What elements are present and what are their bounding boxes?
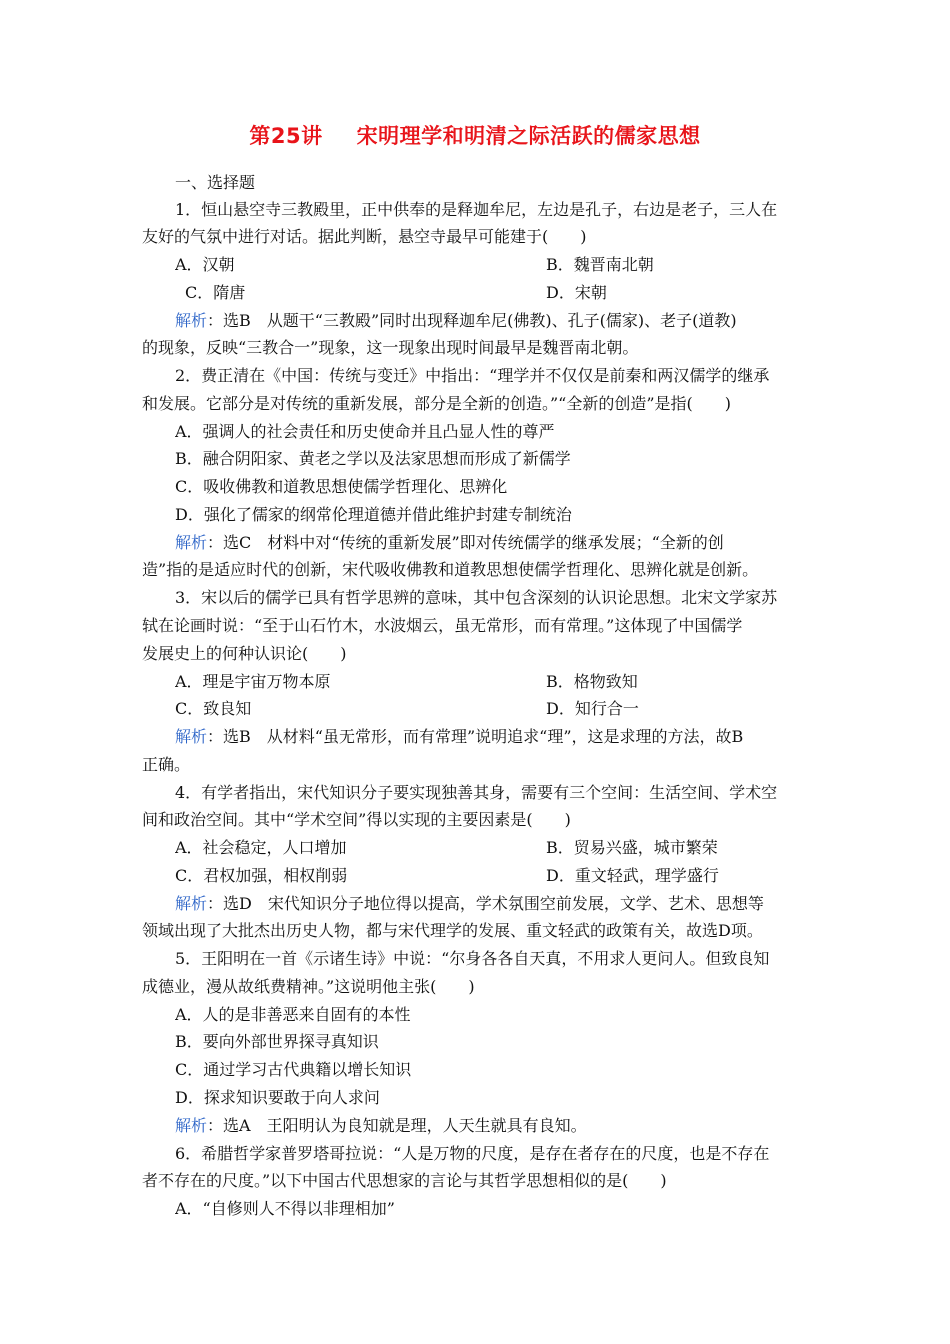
question-6-stem-line-1: 6．希腊哲学家普罗塔哥拉说：“人是万物的尺度，是存在者存在的尺度，也是不存在 [175,1144,770,1163]
analysis-label: 解析 [175,727,208,746]
question-3-option-c: C．致良知 [175,699,252,718]
lecture-number: 第25讲 [249,124,323,148]
question-1-option-d: D．宋朝 [546,283,607,302]
question-1-stem-line-2: 友好的气氛中进行对话。据此判断，悬空寺最早可能建于( ) [142,227,587,246]
question-5-stem-line-1: 5．王阳明在一首《示诸生诗》中说：“尔身各各自天真，不用求人更问人。但致良知 [175,949,770,968]
question-4-stem-line-1: 4．有学者指出，宋代知识分子要实现独善其身，需要有三个空间：生活空间、学术空 [175,783,778,802]
question-5-option-c: C．通过学习古代典籍以增长知识 [175,1060,412,1079]
question-2-option-d: D．强化了儒家的纲常伦理道德并借此维护封建专制统治 [175,505,572,524]
question-4-analysis-line-2: 领域出现了大批杰出历史人物，都与宋代理学的发展、重文轻武的政策有关，故选D项。 [142,921,763,940]
question-3-stem-line-1: 3．宋以后的儒学已具有哲学思辨的意味，其中包含深刻的认识论思想。北宋文学家苏 [175,588,778,607]
question-6-stem-line-2: 者不存在的尺度。”以下中国古代思想家的言论与其哲学思想相似的是( ) [142,1171,667,1190]
question-1-option-b: B．魏晋南北朝 [546,255,654,274]
question-5-analysis-line-1: 解析：选A 王阳明认为良知就是理，人天生就具有良知。 [175,1116,587,1135]
question-2-stem-line-1: 2．费正清在《中国：传统与变迁》中指出：“理学并不仅仅是前秦和两汉儒学的继承 [175,366,770,385]
lecture-topic: 宋明理学和明清之际活跃的儒家思想 [356,124,701,148]
question-4-option-c: C．君权加强，相权削弱 [175,866,348,885]
question-1-stem-line-1: 1．恒山悬空寺三教殿里，正中供奉的是释迦牟尼，左边是孔子，右边是老子，三人在 [175,200,778,219]
question-1-analysis-line-2: 的现象，反映“三教合一”现象，这一现象出现时间最早是魏晋南北朝。 [142,338,639,357]
question-4-stem-line-2: 间和政治空间。其中“学术空间”得以实现的主要因素是( ) [142,810,571,829]
question-4-option-d: D．重文轻武，理学盛行 [546,866,719,885]
question-3-analysis-line-1: 解析：选B 从材料“虽无常形，而有常理”说明追求“理”，这是求理的方法，故B [175,727,744,746]
question-1-option-c: C．隋唐 [185,283,246,302]
question-5-option-d: D．探求知识要敢于向人求问 [175,1088,380,1107]
question-5-option-a: A．人的是非善恶来自固有的本性 [175,1005,411,1024]
analysis-label: 解析 [175,894,208,913]
question-2-option-c: C．吸收佛教和道教思想使儒学哲理化、思辨化 [175,477,508,496]
page-title [0,120,950,150]
analysis-label: 解析 [175,1116,208,1135]
analysis-label: 解析 [175,311,208,330]
question-6-option-a: A．“自修则人不得以非理相加” [175,1199,395,1218]
question-2-analysis-line-2: 造”指的是适应时代的创新，宋代吸收佛教和道教思想使儒学哲理化、思辨化就是创新。 [142,560,759,579]
question-4-option-a: A．社会稳定，人口增加 [175,838,347,857]
question-5-option-b: B．要向外部世界探寻真知识 [175,1032,379,1051]
question-3-stem-line-2: 轼在论画时说：“至于山石竹木，水波烟云，虽无常形，而有常理。”这体现了中国儒学 [142,616,743,635]
analysis-label: 解析 [175,533,208,552]
question-2-analysis-line-1: 解析：选C 材料中对“传统的重新发展”即对传统儒学的继承发展；“全新的创 [175,533,724,552]
question-3-option-d: D．知行合一 [546,699,639,718]
question-4-analysis-line-1: 解析：选D 宋代知识分子地位得以提高，学术氛围空前发展，文学、艺术、思想等 [175,894,764,913]
question-2-option-b: B．融合阴阳家、黄老之学以及法家思想而形成了新儒学 [175,449,571,468]
question-3-option-b: B．格物致知 [546,672,638,691]
question-2-stem-line-2: 和发展。它部分是对传统的重新发展，部分是全新的创造。”“全新的创造”是指( ) [142,394,732,413]
question-2-option-a: A．强调人的社会责任和历史使命并且凸显人性的尊严 [175,422,555,441]
question-3-analysis-line-2: 正确。 [142,755,191,774]
section-heading: 一、选择题 [175,173,256,192]
question-5-stem-line-2: 成德业，漫从故纸费精神。”这说明他主张( ) [142,977,475,996]
question-1-option-a: A．汉朝 [175,255,235,274]
question-3-option-a: A．理是宇宙万物本原 [175,672,331,691]
question-1-analysis-line-1: 解析：选B 从题干“三教殿”同时出现释迦牟尼(佛教)、孔子(儒家)、老子(道教) [175,311,737,330]
question-3-stem-line-3: 发展史上的何种认识论( ) [142,644,347,663]
question-4-option-b: B．贸易兴盛，城市繁荣 [546,838,718,857]
